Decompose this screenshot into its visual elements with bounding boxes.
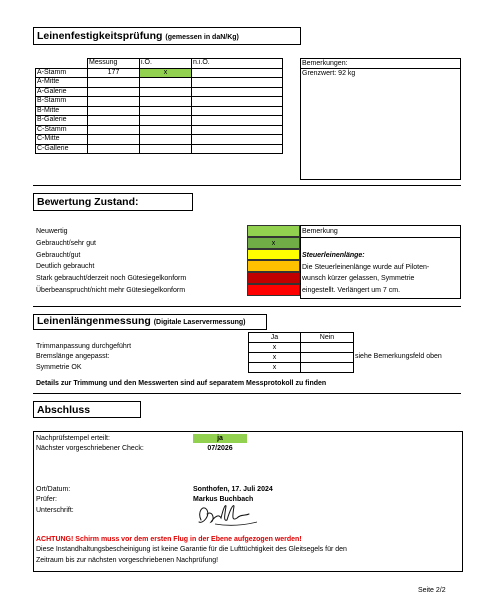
strength-cell-nio bbox=[192, 78, 283, 88]
col-yes: Ja bbox=[249, 333, 301, 343]
strength-cell-nio bbox=[192, 135, 283, 145]
condition-title: Bewertung Zustand: bbox=[37, 196, 139, 208]
strength-cell-measure bbox=[88, 87, 140, 97]
length-footnote: Details zur Trimmung und den Messwerten sind auf separatem Messprotokoll zu finden bbox=[36, 380, 327, 387]
strength-rows bbox=[36, 68, 283, 154]
strength-cell-io bbox=[140, 116, 192, 126]
length-cell-yes: x bbox=[249, 363, 301, 373]
length-subtitle: (Digitale Laservermessung) bbox=[153, 319, 246, 326]
col-measure: Messung bbox=[88, 59, 140, 69]
col-nio: n.i.O. bbox=[192, 59, 283, 69]
strength-cell-label: B-Galerie bbox=[36, 116, 88, 126]
strength-cell-io bbox=[140, 87, 192, 97]
strength-row bbox=[36, 135, 283, 145]
length-title: Leinenlängenmessung bbox=[37, 315, 151, 327]
page-number: Seite 2/2 bbox=[418, 587, 446, 594]
strength-cell-measure bbox=[88, 135, 140, 145]
place-date-value: Sonthofen, 17. Juli 2024 bbox=[193, 486, 273, 493]
condition-remark-heading: Steuerleinenlänge: bbox=[302, 251, 365, 259]
strength-row bbox=[36, 78, 283, 88]
strength-cell-io bbox=[140, 144, 192, 154]
strength-row bbox=[36, 68, 283, 78]
col-io: i.O. bbox=[140, 59, 192, 69]
strength-cell-label: B-Mitte bbox=[36, 106, 88, 116]
condition-label: Neuwertig bbox=[36, 228, 68, 235]
strength-table bbox=[35, 58, 283, 154]
col-no: Nein bbox=[301, 333, 354, 343]
condition-remark-line-1: Die Steuerleinenlänge wurde auf Piloten- bbox=[302, 263, 430, 271]
condition-swatch bbox=[247, 260, 300, 272]
strength-row bbox=[36, 116, 283, 126]
length-cell-yes: x bbox=[249, 353, 301, 363]
closing-title: Abschluss bbox=[37, 404, 91, 416]
warning-text: ACHTUNG! Schirm muss vor dem ersten Flug in der Ebene aufgezogen werden! bbox=[36, 536, 302, 543]
length-cell-no bbox=[301, 353, 354, 363]
strength-cell-nio bbox=[192, 87, 283, 97]
condition-remark-line-2: wunsch kürzer gelassen, Symmetrie bbox=[302, 275, 415, 283]
length-table bbox=[248, 332, 354, 373]
condition-label: Gebraucht/gut bbox=[36, 251, 81, 259]
next-check-label: Nächster vorgeschriebener Check: bbox=[36, 445, 144, 452]
strength-cell-io bbox=[140, 106, 192, 116]
divider-1 bbox=[33, 185, 461, 186]
strength-cell-nio bbox=[192, 106, 283, 116]
length-cell-no bbox=[301, 343, 354, 353]
condition-swatch bbox=[247, 249, 300, 261]
length-label: Bremslänge angepasst: bbox=[36, 353, 110, 361]
length-section-title bbox=[33, 314, 267, 330]
strength-row bbox=[36, 106, 283, 116]
remarks-title: Bemerkungen: bbox=[301, 59, 460, 69]
strength-row bbox=[36, 144, 283, 154]
strength-cell-nio bbox=[192, 97, 283, 107]
condition-label: Überbeansprucht/nicht mehr Gütesiegelkonform bbox=[36, 287, 186, 294]
strength-header-row bbox=[36, 59, 283, 69]
condition-remark-line-3: eingestellt. Verlängert um 7 cm. bbox=[302, 287, 401, 295]
condition-label: Deutlich gebraucht bbox=[36, 263, 95, 271]
strength-cell-measure bbox=[88, 144, 140, 154]
condition-remark-box bbox=[300, 225, 461, 299]
strength-cell-label: A-Mitte bbox=[36, 78, 88, 88]
condition-remark-title: Bemerkung bbox=[301, 226, 460, 238]
strength-cell-io bbox=[140, 78, 192, 88]
stamp-value: ja bbox=[217, 435, 223, 442]
length-cell-no bbox=[301, 363, 354, 373]
strength-row bbox=[36, 87, 283, 97]
inspector-value: Markus Buchbach bbox=[193, 496, 254, 503]
signature-image bbox=[193, 500, 265, 530]
disclaimer-line-1: Diese Instandhaltungsbescheinigung ist keine Garantie für die Lufttüchtigkeit des Gleitsegels für den bbox=[36, 546, 347, 553]
strength-cell-io: x bbox=[140, 68, 192, 78]
remarks-box bbox=[300, 58, 461, 180]
strength-cell-label: A-Galerie bbox=[36, 87, 88, 97]
strength-cell-io bbox=[140, 135, 192, 145]
strength-cell-measure bbox=[88, 116, 140, 126]
length-rows bbox=[249, 343, 354, 373]
strength-cell-label: C-Gallerie bbox=[36, 144, 88, 154]
strength-cell-nio bbox=[192, 144, 283, 154]
strength-row bbox=[36, 97, 283, 107]
place-date-label: Ort/Datum: bbox=[36, 486, 71, 493]
next-check-value: 07/2026 bbox=[207, 445, 233, 452]
strength-section-title bbox=[33, 27, 301, 45]
condition-section-title bbox=[33, 193, 193, 211]
strength-title: Leinenfestigkeitsprüfung bbox=[37, 30, 163, 42]
condition-label: Gebraucht/sehr gut bbox=[36, 239, 96, 247]
condition-swatch: x bbox=[247, 237, 300, 249]
strength-cell-label: C-Mitte bbox=[36, 135, 88, 145]
strength-cell-nio bbox=[192, 116, 283, 126]
divider-2 bbox=[33, 306, 461, 307]
strength-cell-measure bbox=[88, 106, 140, 116]
condition-swatch bbox=[247, 272, 300, 284]
strength-cell-label: A-Stamm bbox=[36, 68, 88, 78]
strength-cell-io bbox=[140, 97, 192, 107]
condition-label: Stark gebraucht/derzeit noch Gütesiegelkonform bbox=[36, 275, 187, 283]
length-row bbox=[249, 363, 354, 373]
remarks-text: Grenzwert: 92 kg bbox=[302, 70, 356, 77]
condition-swatch bbox=[247, 284, 300, 296]
length-row bbox=[249, 343, 354, 353]
strength-cell-measure: 177 bbox=[88, 68, 140, 78]
length-row bbox=[249, 353, 354, 363]
strength-cell-measure bbox=[88, 97, 140, 107]
strength-cell-label: C-Stamm bbox=[36, 125, 88, 135]
stamp-label: Nachprüfstempel erteilt: bbox=[36, 435, 110, 442]
closing-section-title bbox=[33, 401, 141, 418]
length-note: siehe Bemerkungsfeld oben bbox=[355, 353, 442, 361]
strength-cell-io bbox=[140, 125, 192, 135]
strength-cell-nio bbox=[192, 68, 283, 78]
strength-subtitle: (gemessen in daN/Kg) bbox=[165, 34, 239, 41]
divider-3 bbox=[33, 393, 461, 394]
length-label: Trimmanpassung durchgeführt bbox=[36, 343, 132, 350]
inspector-label: Prüfer: bbox=[36, 496, 58, 503]
condition-swatch bbox=[247, 225, 300, 237]
strength-cell-measure bbox=[88, 78, 140, 88]
strength-cell-measure bbox=[88, 125, 140, 135]
disclaimer-line-2: Zeitraum bis zur nächsten vorgeschriebenen Nachprüfung! bbox=[36, 557, 219, 564]
length-label: Symmetrie OK bbox=[36, 363, 82, 371]
length-cell-yes: x bbox=[249, 343, 301, 353]
signature-label: Unterschrift: bbox=[36, 507, 74, 514]
strength-cell-nio bbox=[192, 125, 283, 135]
strength-row bbox=[36, 125, 283, 135]
strength-cell-label: B-Stamm bbox=[36, 97, 88, 107]
